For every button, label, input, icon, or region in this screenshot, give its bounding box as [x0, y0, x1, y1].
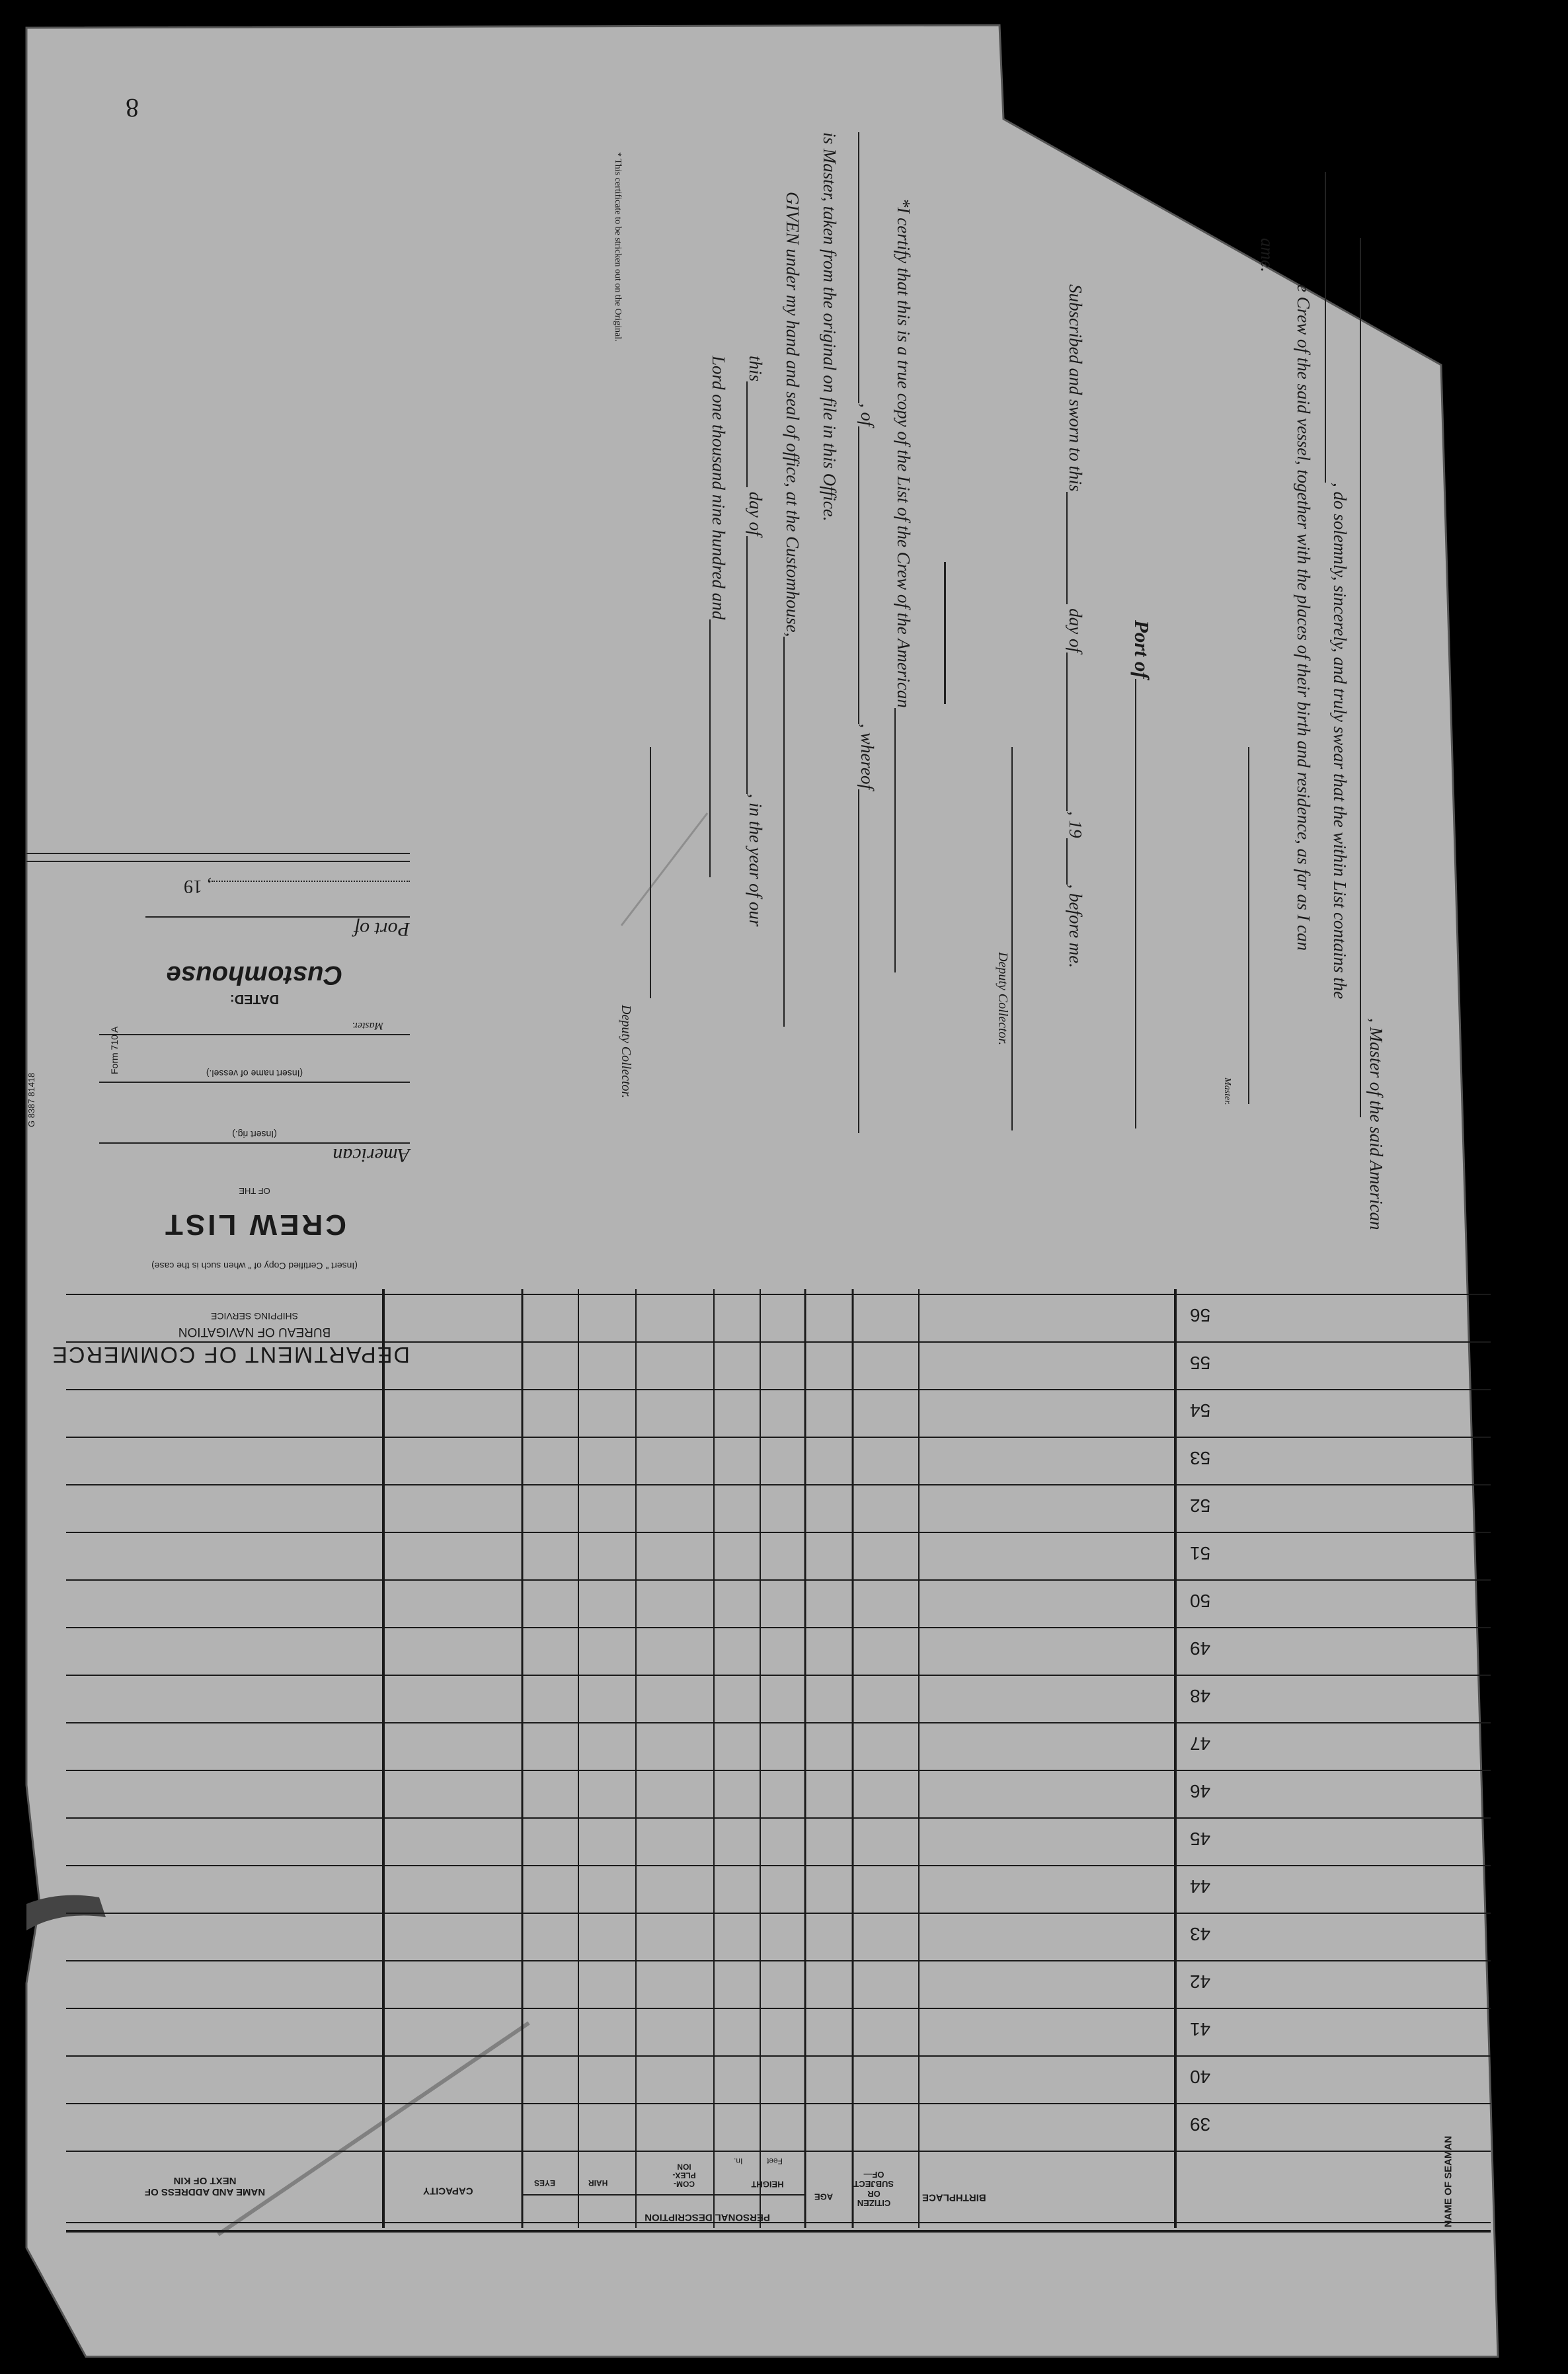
certificate-line-1-text: *I certify that this is a true copy of the List of the Crew of the American [894, 198, 914, 708]
certificate-line-2a: , of [857, 403, 877, 426]
customhouse-label: Customhouse [166, 961, 343, 990]
subscribed-text-d: , before me. [1066, 884, 1085, 968]
header-citizen-3: OF— [863, 2170, 884, 2180]
cover-port-label: Port of [354, 918, 410, 940]
header-eyes-text: EYES [534, 2178, 556, 2188]
row-number: 46 [1190, 1781, 1211, 1801]
header-hair [588, 2178, 608, 2187]
insert-certified-note: (Insert " Certified Copy of " when such is the case) [151, 1261, 358, 1271]
row-number: 52 [1190, 1495, 1211, 1516]
cover-year-label: , 19 [184, 876, 212, 896]
american-label: American [333, 1144, 410, 1166]
header-complexion-1: PLEX- [672, 2170, 696, 2180]
oath-port-label: Port of [1130, 620, 1154, 679]
header-age-text: AGE [814, 2192, 834, 2202]
oath-line-3-text: e Crew of the said vessel, together with the places of their birth and residence, as far as I can [1294, 284, 1313, 951]
row-number: 50 [1190, 1591, 1211, 1611]
header-feet-text: Feet [767, 2156, 783, 2166]
certificate-line-5a: this [746, 356, 765, 382]
header-kin-0: NAME AND ADDRESS OF [144, 2186, 266, 2197]
row-number: 55 [1190, 1353, 1211, 1373]
row-number: 41 [1190, 2019, 1211, 2039]
header-name-text: NAME OF SEAMAN [1442, 2135, 1454, 2228]
subscribed-text-a: Subscribed and sworn to this [1066, 284, 1085, 492]
row-number: 40 [1190, 2067, 1211, 2087]
certificate-line-5c: , in the year of our [746, 793, 765, 927]
header-personal-description [608, 2211, 806, 2223]
row-number: 51 [1190, 1543, 1211, 1563]
crew-list-title: CREW LIST [163, 1208, 346, 1241]
subscribed-text-c: , 19 [1066, 811, 1085, 838]
header-hair-text: HAIR [588, 2178, 608, 2188]
certificate-line-4-text: GIVEN under my hand and seal of office, at the Customhouse, [783, 192, 803, 637]
dated-label: DATED: [229, 992, 280, 1006]
department-title: DEPARTMENT OF COMMERCE [51, 1342, 410, 1367]
row-number: 39 [1190, 2114, 1211, 2135]
header-age [814, 2192, 833, 2201]
row-number: 48 [1190, 1686, 1211, 1706]
bureau-title: BUREAU OF NAVIGATION [178, 1325, 331, 1339]
header-citizen [854, 2170, 894, 2207]
row-number: 44 [1190, 1876, 1211, 1897]
header-feet [767, 2156, 783, 2165]
header-citizen-2: SUBJECT [853, 2179, 894, 2190]
certificate-line-2b: , whereof [857, 723, 877, 789]
header-complexion-0: COM- [674, 2179, 695, 2189]
certificate-line-3-text: is Master, taken from the original on file in this Office. [820, 132, 840, 522]
header-inches-text: In. [734, 2156, 743, 2166]
certificate-footnote-text: * This certificate to be stricken out on the Original. [613, 152, 623, 342]
certificate-line-6-text: Lord one thousand nine hundred and [709, 356, 728, 620]
header-capacity [423, 2185, 473, 2196]
row-number: 49 [1190, 1638, 1211, 1659]
row-number: 54 [1190, 1400, 1211, 1421]
header-complexion-2: ION [677, 2162, 691, 2172]
insert-vessel-note: (Insert name of vessel.) [206, 1068, 303, 1079]
print-code: G 8387 81418 [26, 1072, 36, 1127]
header-height [731, 2179, 804, 2188]
row-number: 43 [1190, 1924, 1211, 1944]
header-birthplace [922, 2192, 986, 2203]
header-inches [734, 2156, 742, 2165]
header-height-text: HEIGHT [751, 2179, 784, 2190]
insert-rig-note: (Insert rig.) [232, 1129, 277, 1140]
oath-line-4-text: ame. [1257, 238, 1277, 272]
of-the-label: OF THE [239, 1186, 270, 1196]
row-number: 47 [1190, 1733, 1211, 1754]
header-complexion [664, 2162, 704, 2188]
row-number: 42 [1190, 1971, 1211, 1992]
oath-deputy-caption-text: Deputy Collector. [996, 952, 1010, 1046]
header-kin-1: NEXT OF KIN [173, 2175, 237, 2187]
row-number: 56 [1190, 1305, 1211, 1325]
oath-line-1-text: , Master of the said American [1366, 1018, 1386, 1230]
master-caption-text: Master. [1222, 1078, 1232, 1105]
service-title: SHIPPING SERVICE [211, 1311, 299, 1322]
header-personal-text: PERSONAL DESCRIPTION [645, 2211, 770, 2223]
oath-line-2-text: , do solemnly, sincerely, and truly swear that the within List contains the [1330, 483, 1350, 1000]
subscribed-text-b: day of [1066, 608, 1085, 653]
header-birthplace-text: BIRTHPLACE [922, 2192, 986, 2203]
row-number: 53 [1190, 1448, 1211, 1468]
form-number: Form 710 A [109, 1026, 120, 1074]
certificate-deputy-caption-text: Deputy Collector. [619, 1005, 633, 1099]
header-citizen-1: OR [867, 2188, 881, 2199]
header-capacity-text: CAPACITY [423, 2185, 473, 2197]
corner-mark: 8 [126, 93, 139, 123]
header-next-of-kin [119, 2175, 291, 2197]
header-eyes [534, 2178, 555, 2187]
header-citizen-0: CITIZEN [857, 2198, 891, 2209]
cover-master-caption: Master. [352, 1020, 383, 1031]
row-number: 45 [1190, 1829, 1211, 1849]
certificate-line-5b: day of [746, 491, 765, 536]
